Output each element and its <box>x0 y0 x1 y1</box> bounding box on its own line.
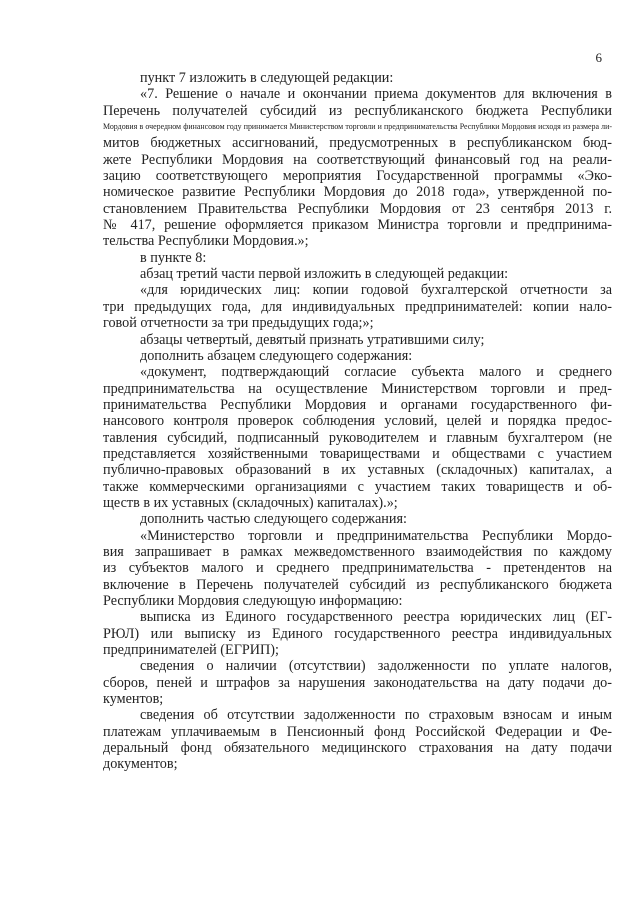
text-line: становлением Правительства Республики Мордовия от 23 сентября 2013 г. <box>103 200 612 217</box>
text-line: абзац третий части первой изложить в следующей редакции: <box>140 266 509 283</box>
text-line: «документ, подтверждающий согласие субъекта малого и среднего <box>140 364 612 381</box>
text-line: вия запрашивает в рамках межведомственного взаимодействия по каждому <box>103 543 612 560</box>
text-line: нансового контроля проверок соблюдения условий, целей и порядка предос- <box>103 413 612 430</box>
text-line: из субъектов малого и среднего предпринимательства - претендентов на <box>103 560 612 577</box>
text-line: дополнить абзацем следующего содержания: <box>140 347 413 364</box>
text-line: кументов; <box>103 691 164 708</box>
text-line: жете Республики Мордовия на соответствующий финансовый год на реали- <box>103 151 612 168</box>
text-line: предпринимателей (ЕГРИП); <box>103 642 279 659</box>
text-line: Мордовия в очередном финансовом году принимается Министерством торговли и предпринимательства Республики Мордовия исходя из размера ли- <box>103 122 612 132</box>
text-line: ществ в их уставных (складочных) капиталах).»; <box>103 494 398 511</box>
text-line: в пункте 8: <box>140 249 207 266</box>
text-line: принимательства Республики Мордовия и органами государственного фи- <box>103 396 612 413</box>
text-line: «для юридических лиц: копии годовой бухгалтерской отчетности за <box>140 282 612 299</box>
text-line: представляется хозяйственными товариществами и обществами с участием <box>103 445 612 462</box>
text-line: включение в Перечень получателей субсидий из республиканского бюджета <box>103 576 612 593</box>
document-body <box>103 70 612 773</box>
text-line: сборов, пеней и штрафов за нарушения законодательства на дату подачи до- <box>103 674 612 691</box>
text-line: также коммерческими организациями с участием таких товариществ и об- <box>103 478 612 495</box>
text-line: «7. Решение о начале и окончании приема документов для включения в <box>140 86 612 103</box>
text-line: предпринимательства на осуществление Министерством торговли и пред- <box>103 380 612 397</box>
text-line: платежам уплачиваемым в Пенсионный фонд Российской Федерации и Фе- <box>103 723 612 740</box>
text-line: пункт 7 изложить в следующей редакции: <box>140 70 394 86</box>
text-line: Перечень получателей субсидий из республиканского бюджета Республики <box>103 102 612 119</box>
text-line: «Министерство торговли и предпринимательства Республики Мордо- <box>140 527 612 544</box>
text-line: публично-правовых образований в их уставных (складочных) капиталах, а <box>103 462 612 479</box>
text-line: № 417, решение оформляется приказом Министра торговли и предпринима- <box>103 217 612 234</box>
text-line: документов; <box>103 756 178 773</box>
text-line: тельства Республики Мордовия.»; <box>103 233 309 250</box>
page-number: 6 <box>595 50 602 65</box>
text-line: Республики Мордовия следующую информацию: <box>103 593 403 609</box>
text-line: дополнить частью следующего содержания: <box>140 511 407 528</box>
text-line: митов бюджетных ассигнований, предусмотренных в республиканском бюд- <box>103 135 612 152</box>
text-line: сведения об отсутствии задолженности по страховым взносам и иным <box>140 707 612 724</box>
text-line: РЮЛ) или выписку из Единого государственного реестра индивидуальных <box>103 625 612 642</box>
text-line: говой отчетности за три предыдущих года;»; <box>103 315 374 332</box>
text-line: три предыдущих года, для индивидуальных предпринимателей: копии нало- <box>103 298 612 315</box>
text-line: сведения о наличии (отсутствии) задолженности по уплате налогов, <box>140 658 612 675</box>
text-line: абзацы четвертый, девятый признать утратившими силу; <box>140 331 485 348</box>
text-line: деральный фонд обязательного медицинского страхования на дату подачи <box>103 740 612 757</box>
text-line: номическое развитие Республики Мордовия до 2018 года», утвержденной по- <box>103 184 612 201</box>
text-line: выписка из Единого государственного реестра юридических лиц (ЕГ- <box>140 609 612 626</box>
text-line: тавления субсидий, подписанный руководителем и главным бухгалтером (не <box>103 429 612 446</box>
text-line: зацию соответствующего мероприятия Государственной программы «Эко- <box>103 168 612 185</box>
